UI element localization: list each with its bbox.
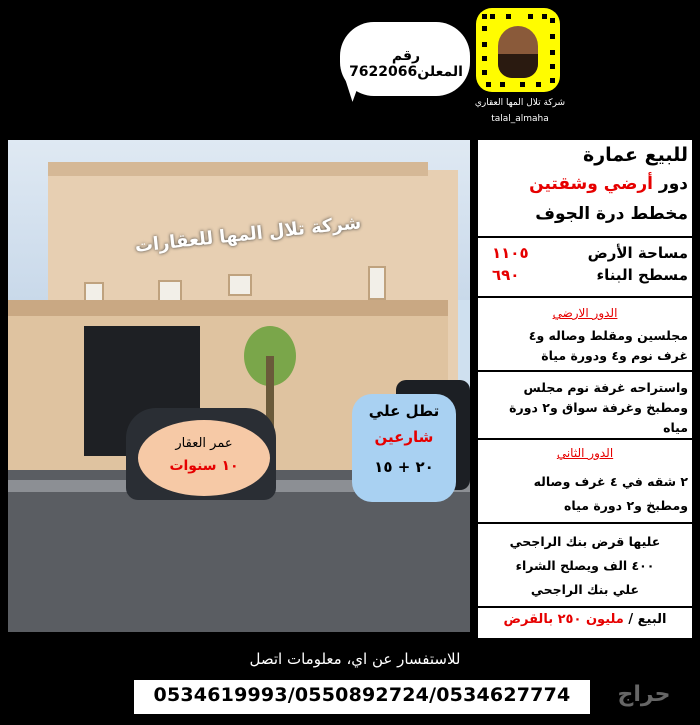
loan-line: ٤٠٠ الف ويصلح الشراء: [515, 558, 655, 573]
window: [368, 266, 386, 300]
land-area-label: مساحة الأرض: [587, 244, 688, 262]
ground-floor-line: غرف نوم و٤ ودورة مياة: [541, 348, 688, 363]
company-name: شركة تلال المها العقاري: [474, 98, 566, 108]
info-panel: [478, 140, 692, 638]
wall-trim: [8, 300, 448, 316]
streets-width: ٢٠ + ١٥: [374, 458, 434, 476]
second-floor-line: ٢ شقه في ٤ غرف وصاله: [533, 474, 688, 489]
ground-floor-line: واستراحه غرفة نوم مجلس: [523, 380, 688, 395]
ground-floor-title: الدور الارضي: [552, 306, 618, 320]
ad-number: رقم المعلن7622066: [349, 48, 463, 80]
price-line: [482, 612, 688, 627]
ground-floor-line: مجلسين ومقلط وصاله و٤: [528, 328, 688, 343]
floors-line: [482, 174, 688, 194]
loan-line: علي بنك الراجحي: [530, 582, 640, 597]
streets-type: شارعين: [374, 428, 434, 446]
age-label: عمر العقار: [175, 436, 233, 451]
photo-watermark: شركة تلال المها للعقارات: [133, 212, 363, 257]
haraj-logo: حراج: [617, 682, 671, 707]
second-floor-title: الدور الثاني: [556, 446, 614, 460]
phone-numbers[interactable]: 0534619993/0550892724/0534627774: [153, 684, 571, 706]
company-handle[interactable]: talal_almaha: [491, 114, 549, 124]
ground-floor-line: ومطبخ وغرفة سواق و٢ دورة: [509, 400, 688, 415]
price-label: البيع /: [623, 612, 667, 627]
building-roofline: [48, 162, 428, 176]
streets-label: تطل علي: [368, 402, 440, 420]
second-floor-line: ومطبخ و٢ دورة مياه: [564, 498, 688, 513]
loan-line: عليها قرض بنك الراجحي: [509, 534, 661, 549]
floors-highlight: أرضي وشقتين: [529, 174, 653, 194]
contact-prompt: للاستفسار عن اي، معلومات اتصل: [249, 650, 461, 668]
price-value: مليون ٢٥٠ بالقرض: [503, 612, 624, 627]
plan-name: مخطط درة الجوف: [535, 204, 688, 224]
property-photo: [8, 140, 470, 632]
age-value: ١٠ سنوات: [169, 458, 239, 474]
build-area-value: ٦٩٠: [492, 266, 520, 284]
floors-prefix: دور: [653, 174, 688, 194]
listing-title: للبيع عمارة: [582, 144, 688, 166]
avatar-beard: [498, 54, 538, 78]
window: [228, 274, 252, 296]
build-area-label: مسطح البناء: [596, 266, 688, 284]
ground-floor-line: مياه: [663, 420, 688, 435]
land-area-value: ١١٠٥: [492, 244, 529, 262]
